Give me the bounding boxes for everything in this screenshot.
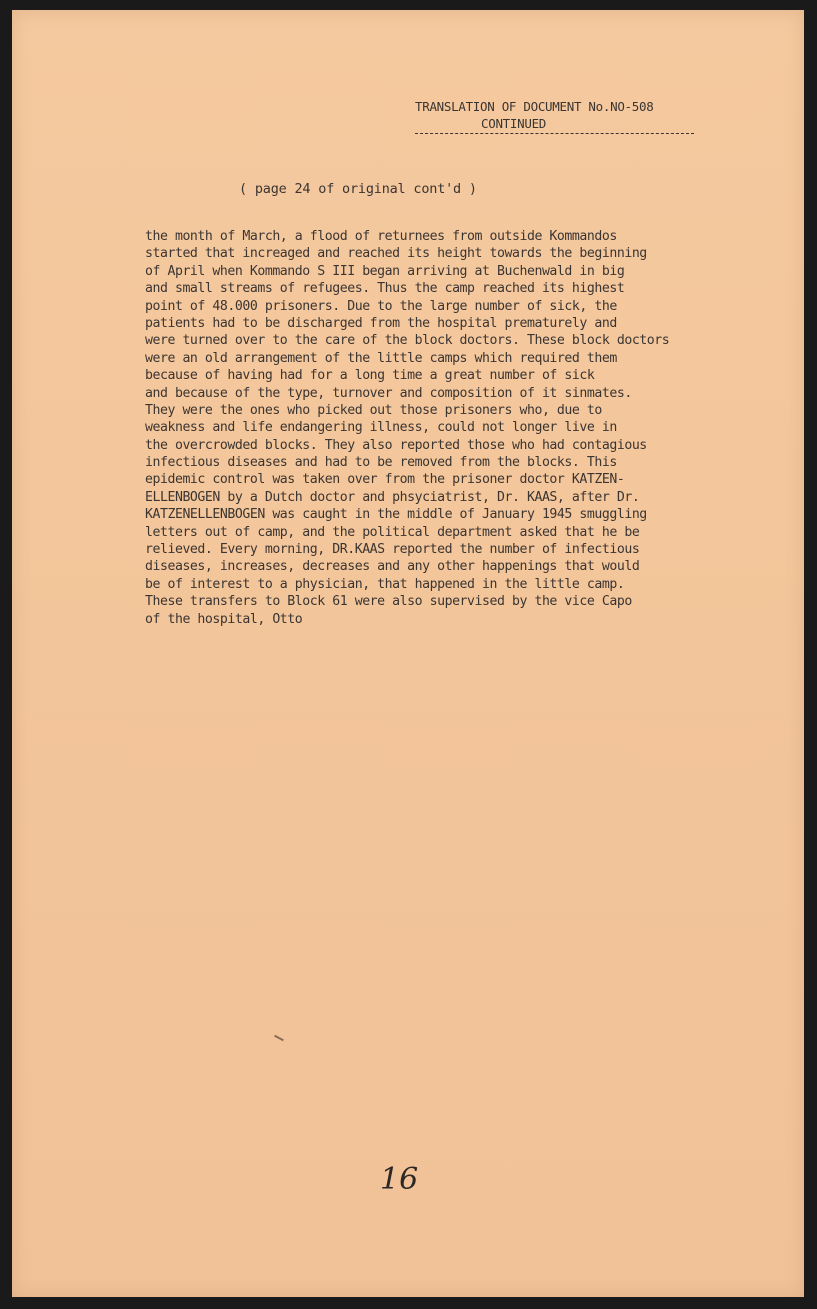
body-text <box>145 228 735 628</box>
body-line: These transfers to Block 61 were also supervised by the vice Capo <box>145 594 632 610</box>
body-line: ELLENBOGEN by a Dutch doctor and phsyciatrist, Dr. KAAS, after Dr. <box>145 489 640 505</box>
body-line: point of 48.000 prisoners. Due to the large number of sick, the <box>145 298 617 314</box>
body-line: relieved. Every morning, DR.KAAS reported the number of infectious <box>145 542 640 558</box>
body-line: the overcrowded blocks. They also reported those who had contagious <box>145 437 647 453</box>
body-line: letters out of camp, and the political department asked that he be <box>145 524 640 540</box>
body-line: of April when Kommando S III began arriving at Buchenwald in big <box>145 263 625 279</box>
document-page <box>12 10 804 1297</box>
body-line: They were the ones who picked out those prisoners who, due to <box>145 402 602 418</box>
header-title: TRANSLATION OF DOCUMENT No.NO-508 <box>415 99 654 114</box>
body-line: were an old arrangement of the little camps which required them <box>145 350 617 366</box>
body-line: epidemic control was taken over from the prisoner doctor KATZEN- <box>145 472 625 488</box>
handwritten-page-number: 16 <box>380 1162 419 1197</box>
body-line: patients had to be discharged from the hospital prematurely and <box>145 315 617 331</box>
body-line: infectious diseases and had to be removed from the blocks. This <box>145 455 617 471</box>
stray-pen-mark <box>274 1035 284 1041</box>
body-line: and small streams of refugees. Thus the camp reached its highest <box>145 281 625 297</box>
body-line: were turned over to the care of the block doctors. These block doctors <box>145 333 670 349</box>
body-line: the month of March, a flood of returnees from outside Kommandos <box>145 229 617 244</box>
body-line: be of interest to a physician, that happened in the little camp. <box>145 576 625 592</box>
body-line: of the hospital, Otto <box>145 611 303 627</box>
body-line: weakness and life endangering illness, could not longer live in <box>145 420 617 436</box>
header-underline <box>415 133 694 134</box>
body-line: and because of the type, turnover and composition of it sinmates. <box>145 385 632 401</box>
header-continued: CONTINUED <box>481 116 547 131</box>
body-line: diseases, increases, decreases and any other happenings that would <box>145 559 640 575</box>
page-reference-note: ( page 24 of original cont'd ) <box>239 181 477 197</box>
body-line: KATZENELLENBOGEN was caught in the middle of January 1945 smuggling <box>145 507 647 523</box>
body-line: started that increaged and reached its height towards the beginning <box>145 246 647 262</box>
document-header <box>415 98 695 132</box>
body-line: because of having had for a long time a great number of sick <box>145 368 595 384</box>
